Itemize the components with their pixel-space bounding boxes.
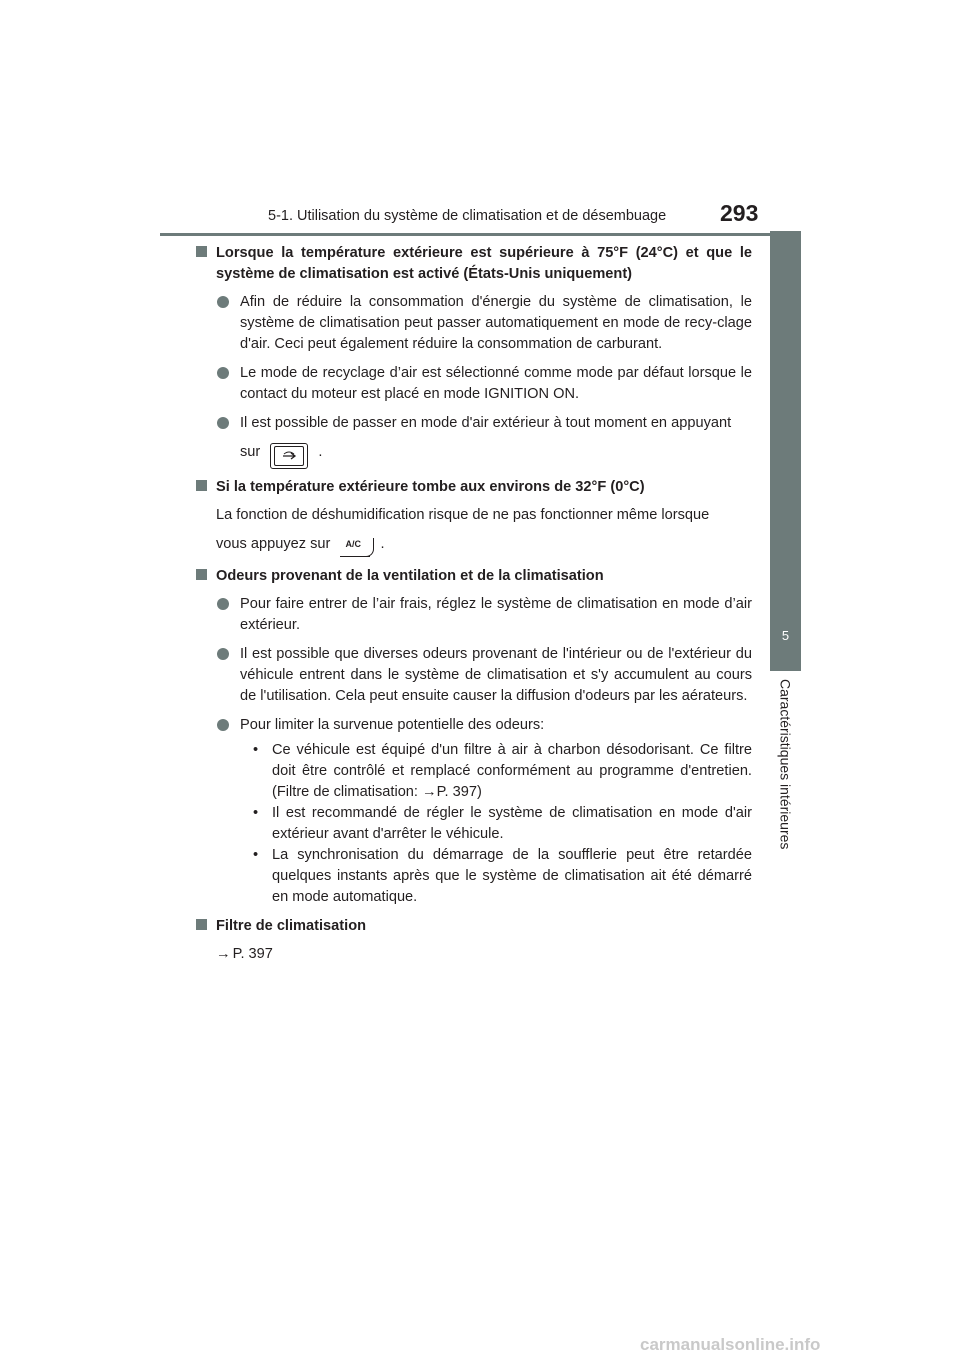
section-outside-temp-low bbox=[196, 477, 752, 498]
section-ac-filter bbox=[196, 916, 752, 937]
header-rule bbox=[160, 233, 801, 236]
list-item-text: Il est possible de passer en mode d'air extérieur à tout moment en appuyant bbox=[240, 415, 732, 431]
list-item-text: Le mode de recyclage d’air est sélectionné comme mode par défaut lorsque le contact du moteur est placé en mode IGNITION ON. bbox=[240, 365, 752, 402]
list-item bbox=[216, 644, 752, 707]
page-number: 293 bbox=[720, 200, 759, 226]
list-item bbox=[216, 363, 752, 405]
watermark: carmanualsonline.info bbox=[640, 1335, 821, 1354]
section-outside-temp-high bbox=[196, 243, 752, 285]
list-item-text: Pour limiter la survenue potentielle des odeurs: bbox=[240, 717, 545, 734]
sub-list-item-text: Ce véhicule est équipé d'un filtre à air à charbon désodorisant. Ce filtre doit être contrôlé et remplacé conformément au programme d'entretien. (Filtre de climatisation: →P. 397) bbox=[272, 742, 752, 801]
list-item-text: Afin de réduire la consommation d'énergie du système de climatisation, le système de climatisation peut passer automatiquement en mode de recy-clage d'air. Ceci peut également réduire la consommation de carburant. bbox=[240, 294, 752, 352]
section-marker-icon bbox=[196, 569, 207, 580]
section-odors bbox=[196, 566, 752, 587]
list-item bbox=[216, 594, 752, 636]
sub-list-item bbox=[240, 803, 752, 845]
sub-bullet-icon: • bbox=[253, 847, 259, 864]
bullet-icon bbox=[217, 719, 229, 731]
paragraph-text: . bbox=[380, 536, 385, 553]
chapter-number: 5 bbox=[781, 628, 790, 643]
bullet-icon bbox=[217, 598, 229, 610]
sub-list-item-text: Il est recommandé de régler le système de climatisation en mode d'air extérieur avant d'arrêter le véhicule. bbox=[272, 805, 752, 843]
section-heading: Filtre de climatisation bbox=[216, 918, 367, 935]
list-item bbox=[216, 413, 752, 469]
bullet-icon bbox=[217, 648, 229, 660]
list-item bbox=[216, 292, 752, 355]
list-item bbox=[216, 715, 752, 736]
page-reference bbox=[216, 944, 752, 965]
arrow-right-icon: → bbox=[216, 946, 231, 963]
list-item-text: Pour faire entrer de l’air frais, réglez le système de climatisation en mode d’air extérieur. bbox=[240, 596, 752, 634]
section-heading: Odeurs provenant de la ventilation et de la climatisation bbox=[216, 568, 604, 585]
chapter-label: Caractéristiques intérieures bbox=[777, 679, 794, 850]
section-marker-icon bbox=[196, 246, 207, 257]
section-title: 5-1. Utilisation du système de climatisation et de désembuage bbox=[268, 208, 667, 224]
list-item-text: . bbox=[318, 444, 323, 460]
section-heading: Lorsque la température extérieure est supérieure à 75°F (24°C) et que le système de climatisation est activé (États-Unis uniquement) bbox=[216, 245, 752, 282]
section-marker-icon bbox=[196, 480, 207, 491]
page-content bbox=[196, 243, 752, 973]
list-item-text: Il est possible que diverses odeurs provenant de l'intérieur ou de l'extérieur du véhicule entrent dans le système de climatisation et s'y accumulent au cours de l'utilisation. Cela peut ensuite causer la diffusion d'odeurs par les aérateurs. bbox=[240, 646, 752, 705]
bullet-icon bbox=[217, 296, 229, 308]
outside-air-button-icon bbox=[270, 443, 308, 469]
sub-bullet-icon: • bbox=[253, 805, 259, 822]
sub-list-item bbox=[240, 845, 752, 908]
sub-bullet-icon: • bbox=[253, 742, 259, 759]
page-reference-link: P. 397 bbox=[232, 946, 273, 963]
ac-button-icon: A/C bbox=[340, 538, 374, 558]
section-marker-icon bbox=[196, 919, 207, 930]
bullet-icon bbox=[217, 417, 229, 429]
sub-list-item bbox=[240, 740, 752, 803]
paragraph-text: vous appuyez sur bbox=[216, 536, 331, 553]
bullet-icon bbox=[217, 367, 229, 379]
section-heading: Si la température extérieure tombe aux environs de 32°F (0°C) bbox=[216, 479, 645, 496]
sub-list-item-text: La synchronisation du démarrage de la soufflerie peut être retardée quelques instants après que le système de climatisation ait été démarré en mode automatique. bbox=[272, 847, 752, 906]
paragraph-text: La fonction de déshumidification risque de ne pas fonctionner même lorsque bbox=[216, 507, 710, 524]
chapter-tab bbox=[770, 231, 801, 671]
list-item-text: sur bbox=[240, 444, 261, 460]
paragraph bbox=[216, 505, 752, 558]
